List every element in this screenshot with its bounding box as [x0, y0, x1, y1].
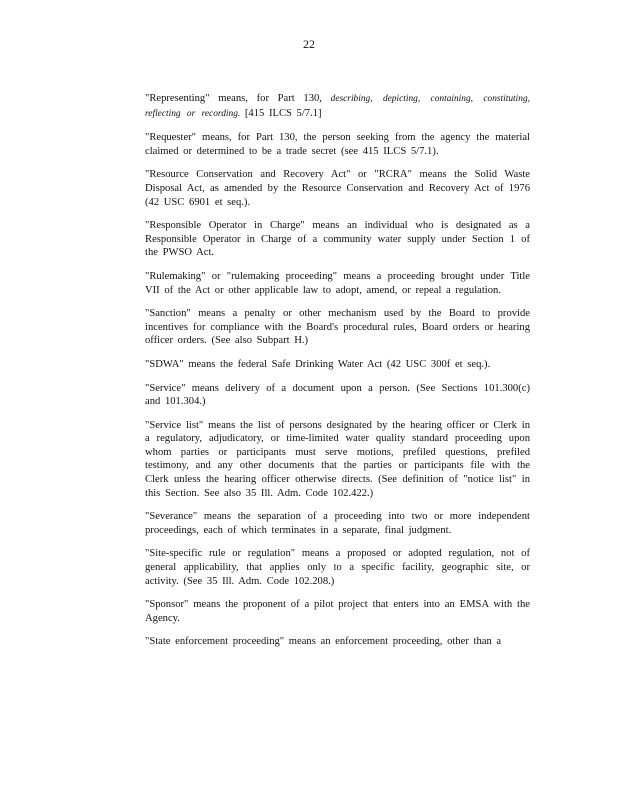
definition-term: "Rulemaking" or "rulemaking proceeding"	[145, 270, 338, 282]
definition-site-specific-rule	[145, 547, 530, 588]
definition-term: "State enforcement proceeding"	[145, 636, 285, 648]
definition-text: means delivery of a document upon a person. (See Sections 101.300(c) and 101.304.)	[145, 382, 530, 408]
definition-text: means the separation of a proceeding into two or more independent proceedings, each of which terminates in a separate, final judgment.	[145, 511, 530, 536]
definition-responsible-operator	[145, 219, 530, 260]
definition-sponsor	[145, 598, 530, 625]
definition-service	[145, 382, 530, 409]
definition-citation: [415 ILCS 5/7.1]	[240, 107, 322, 119]
definition-italic-text: describing, depicting, containing, constituting, reflecting or recording.	[145, 94, 530, 119]
definition-rulemaking	[145, 270, 530, 297]
definition-rcra	[145, 168, 530, 209]
definition-term: "Site-specific rule or regulation"	[145, 548, 296, 560]
definition-sanction	[145, 307, 530, 348]
definition-state-enforcement-proceeding	[145, 635, 530, 649]
definition-text: means the Solid Waste Disposal Act, as amended by the Resource Conservation and Recovery Act of 1976 (42 USC 6901 et seq.).	[145, 169, 530, 208]
definition-text: means, for Part 130, the person seeking from the agency the material claimed or determined to be a trade secret (see 415 ILCS 5/7.1).	[145, 132, 530, 157]
definition-term: "SDWA"	[145, 358, 184, 370]
definition-text: means a proceeding brought under Title VII of the Act or other applicable law to adopt, amend, or repeal a regulation.	[145, 270, 530, 296]
definition-term: "Service list"	[145, 419, 204, 431]
definition-severance	[145, 510, 530, 537]
definitions-list	[145, 92, 530, 659]
page-number: 22	[303, 37, 315, 51]
definition-text: means a penalty or other mechanism used by the Board to provide incentives for compliance with the Board's procedural rules, Board orders or hearing officer orders. (See also Subpart H.)	[145, 308, 530, 347]
definition-term: "Requester"	[145, 132, 197, 144]
definition-service-list	[145, 419, 530, 501]
definition-term: "Severance"	[145, 511, 198, 523]
definition-term: "Resource Conservation and Recovery Act" or "RCRA"	[145, 169, 412, 181]
definition-text: means the proponent of a pilot project that enters into an EMSA with the Agency.	[145, 599, 530, 624]
definition-sdwa	[145, 358, 530, 372]
definition-text: means an individual who is designated as a Responsible Operator in Charge of a community water supply under Section 1 of the PWSO Act.	[145, 220, 530, 259]
definition-text: means, for Part 130,	[209, 93, 331, 104]
definition-term: "Representing"	[145, 93, 210, 104]
definition-term: "Sanction"	[145, 308, 191, 320]
definition-term: "Service"	[145, 382, 186, 394]
definition-text: means an enforcement proceeding, other than a	[284, 636, 502, 648]
definition-requester	[145, 131, 530, 158]
definition-text: means a proposed or adopted regulation, not of general applicability, that applies only to a specific facility, geographic site, or activity. (See 35 Ill. Adm. Code 102.208.)	[145, 548, 530, 587]
definition-term: "Responsible Operator in Charge"	[145, 220, 305, 232]
definition-text: means the federal Safe Drinking Water Act (42 USC 300f et seq.).	[183, 358, 491, 370]
definition-representing	[145, 92, 530, 121]
definition-term: "Sponsor"	[145, 599, 189, 611]
definition-text: means the list of persons designated by the hearing officer or Clerk in a regulatory, adjudicatory, or time-limited water quality standard proceeding upon whom parties or participants must serve motions, prefiled questions, prefiled testimony, and any other documents that the parties or participants file with the Clerk unless the hearing officer otherwise directs. (See definition of "notice list" in this Section. See also 35 Ill. Adm. Code 102.422.)	[145, 419, 531, 499]
